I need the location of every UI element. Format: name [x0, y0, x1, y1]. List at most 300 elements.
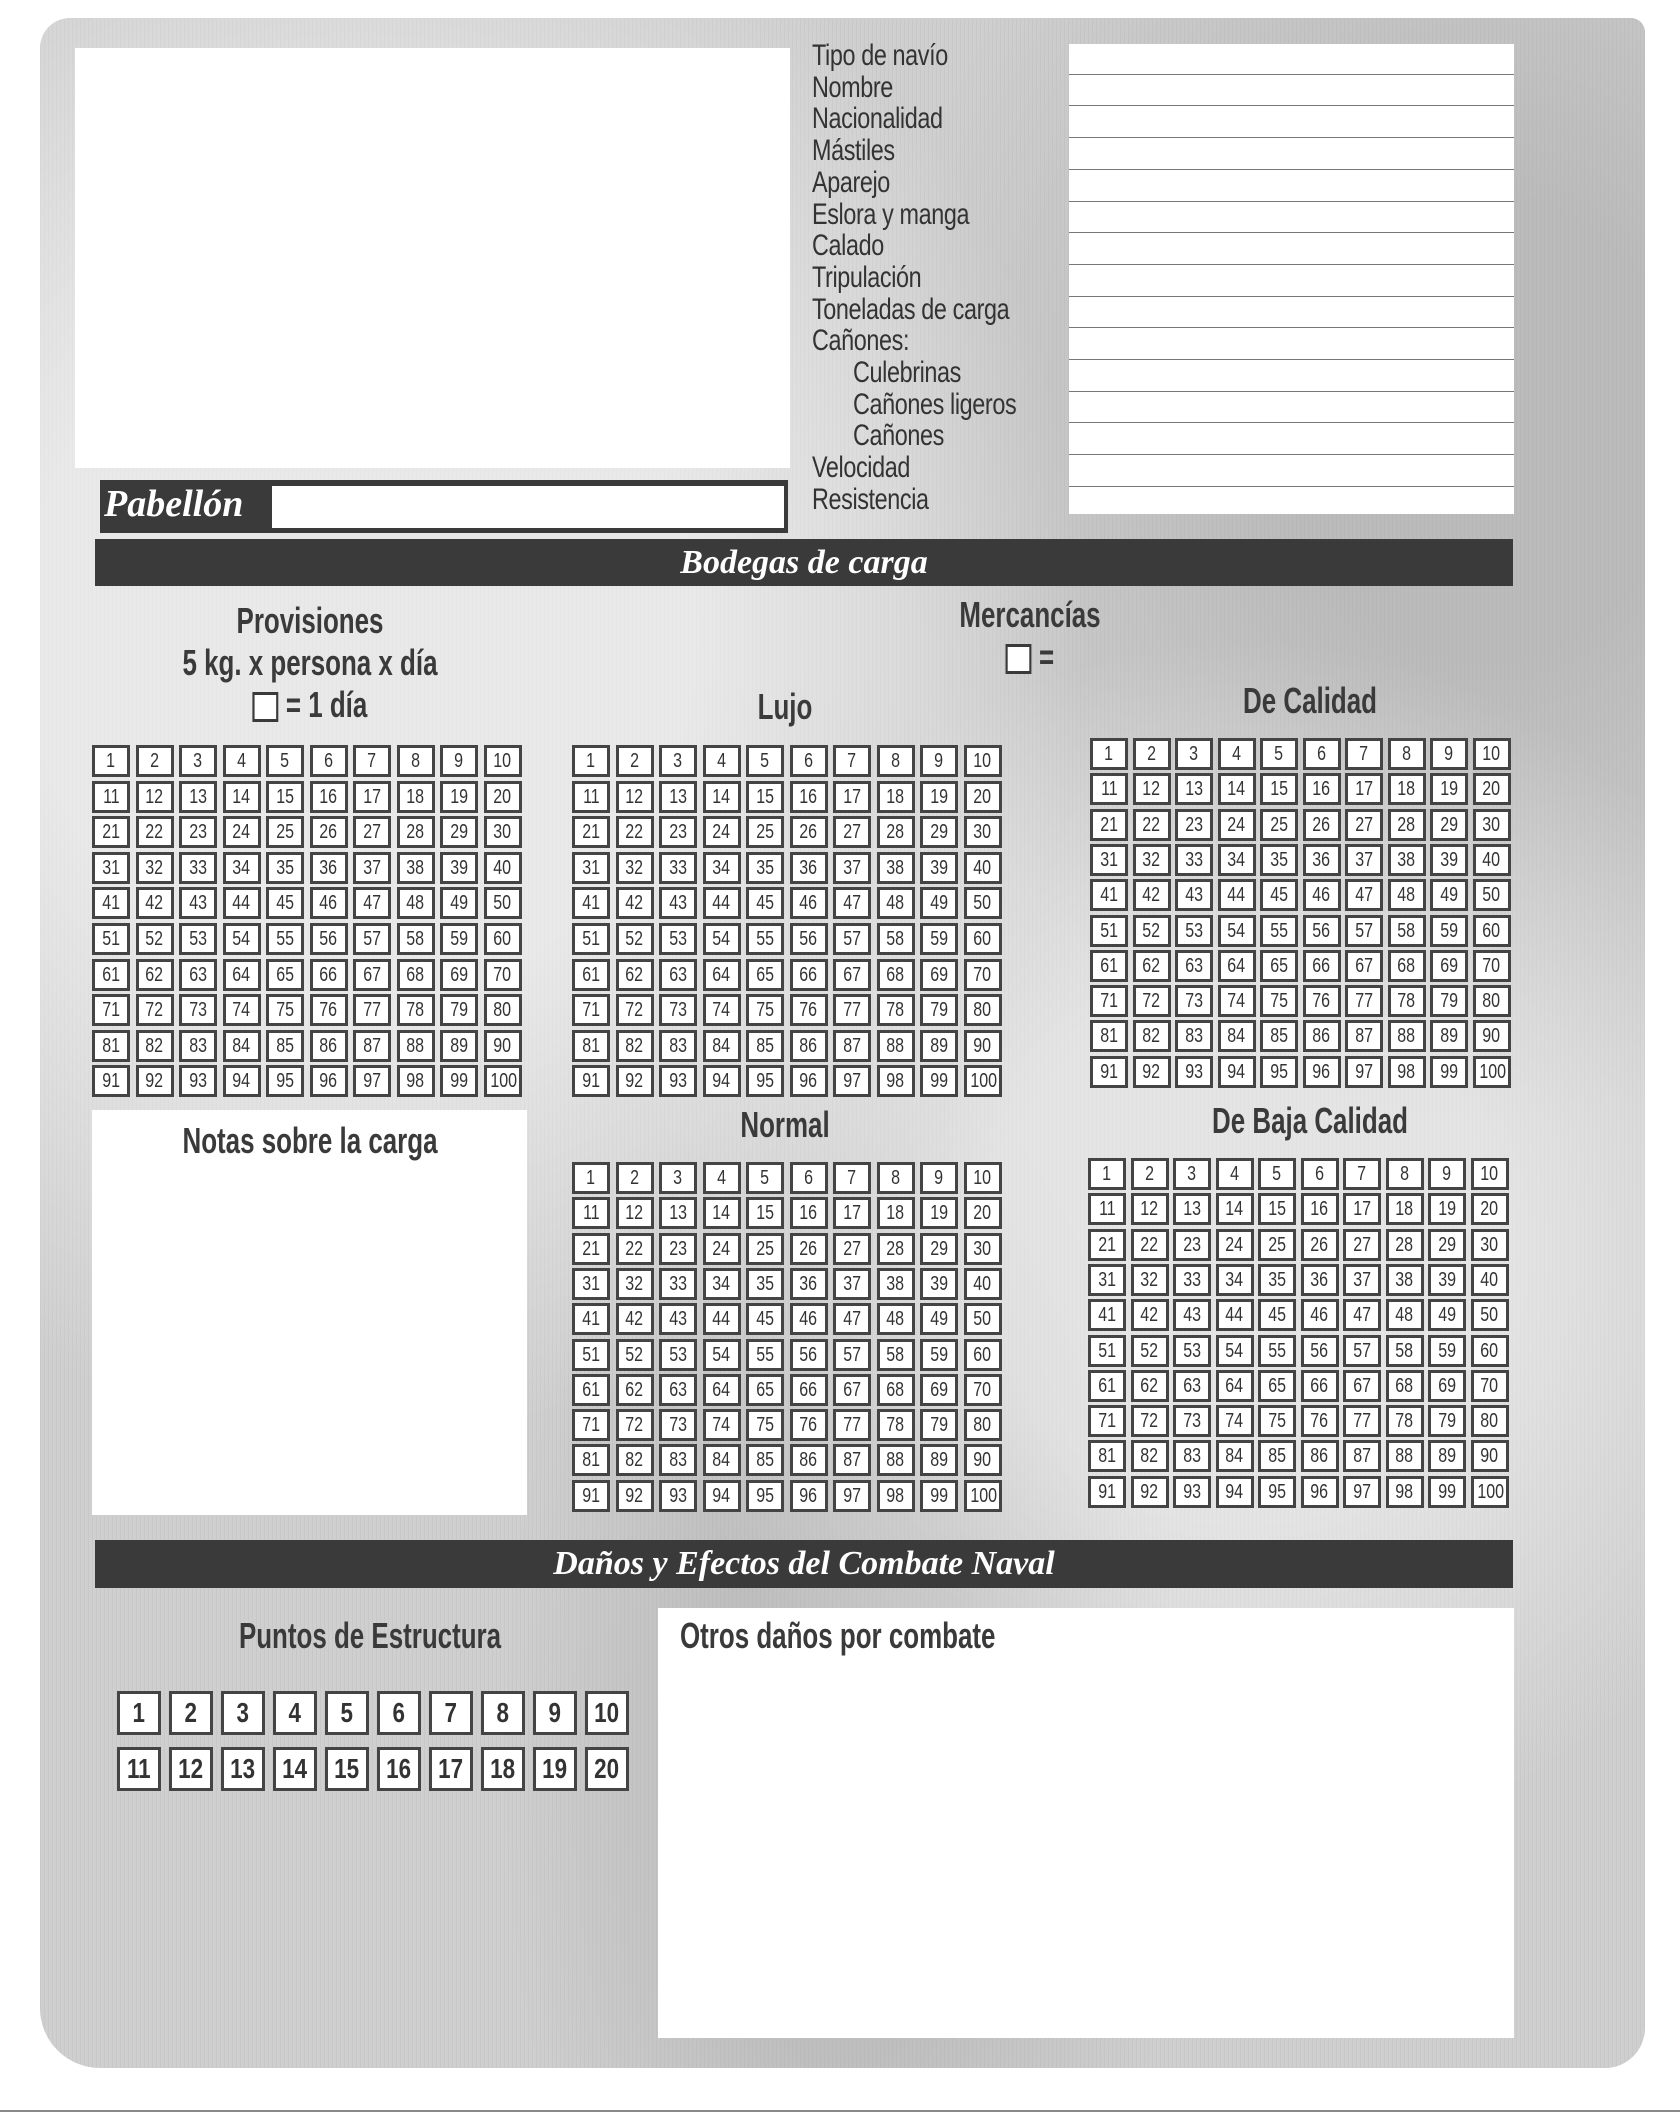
- ship-field-input[interactable]: [1069, 234, 1514, 264]
- checkbox-cell[interactable]: 16: [790, 781, 828, 813]
- checkbox-cell[interactable]: 17: [353, 781, 391, 813]
- checkbox-cell[interactable]: 74: [703, 1409, 741, 1441]
- checkbox-cell[interactable]: 23: [1173, 1229, 1211, 1261]
- checkbox-cell[interactable]: 100: [484, 1065, 522, 1097]
- checkbox-cell[interactable]: 57: [1345, 915, 1383, 947]
- checkbox-cell[interactable]: 11: [117, 1747, 161, 1791]
- checkbox-cell[interactable]: 76: [1303, 985, 1341, 1017]
- checkbox-cell[interactable]: 90: [1473, 1020, 1511, 1052]
- checkbox-cell[interactable]: 8: [877, 1162, 915, 1194]
- checkbox-cell[interactable]: 93: [1175, 1056, 1213, 1088]
- checkbox-cell[interactable]: 26: [790, 1233, 828, 1265]
- checkbox-cell[interactable]: 75: [1260, 985, 1298, 1017]
- checkbox-cell[interactable]: 71: [572, 1409, 610, 1441]
- checkbox-cell[interactable]: 65: [1260, 950, 1298, 982]
- ship-field-input[interactable]: [1069, 107, 1514, 137]
- checkbox-cell[interactable]: 92: [616, 1480, 654, 1512]
- checkbox-cell[interactable]: 53: [1175, 915, 1213, 947]
- checkbox-cell[interactable]: 85: [746, 1444, 784, 1476]
- checkbox-cell[interactable]: 45: [746, 1303, 784, 1335]
- checkbox-cell[interactable]: 28: [1386, 1229, 1424, 1261]
- checkbox-cell[interactable]: 85: [266, 1030, 304, 1062]
- checkbox-cell[interactable]: 35: [746, 852, 784, 884]
- checkbox-cell[interactable]: 19: [1428, 1193, 1466, 1225]
- checkbox-cell[interactable]: 26: [1303, 809, 1341, 841]
- checkbox-cell[interactable]: 56: [310, 923, 348, 955]
- checkbox-cell[interactable]: 23: [659, 816, 697, 848]
- checkbox-cell[interactable]: 81: [1090, 1020, 1128, 1052]
- cargo-notes-area[interactable]: [92, 1110, 527, 1515]
- checkbox-cell[interactable]: 77: [353, 994, 391, 1026]
- checkbox-cell[interactable]: 64: [223, 959, 261, 991]
- checkbox-cell[interactable]: 1: [92, 745, 130, 777]
- checkbox-cell[interactable]: 66: [790, 1374, 828, 1406]
- checkbox-cell[interactable]: 43: [1173, 1299, 1211, 1331]
- checkbox-cell[interactable]: 92: [1133, 1056, 1171, 1088]
- checkbox-cell[interactable]: 69: [440, 959, 478, 991]
- checkbox-cell[interactable]: 2: [616, 1162, 654, 1194]
- checkbox-cell[interactable]: 9: [533, 1691, 577, 1735]
- checkbox-cell[interactable]: 31: [92, 852, 130, 884]
- checkbox-cell[interactable]: 2: [169, 1691, 213, 1735]
- checkbox-cell[interactable]: 27: [1345, 809, 1383, 841]
- checkbox-cell[interactable]: 94: [1216, 1476, 1254, 1508]
- checkbox-cell[interactable]: 28: [397, 816, 435, 848]
- checkbox-cell[interactable]: 18: [397, 781, 435, 813]
- checkbox-cell[interactable]: 3: [221, 1691, 265, 1735]
- checkbox-cell[interactable]: 83: [659, 1444, 697, 1476]
- checkbox-cell[interactable]: 44: [1218, 879, 1256, 911]
- checkbox-cell[interactable]: 71: [1090, 985, 1128, 1017]
- checkbox-cell[interactable]: 18: [877, 781, 915, 813]
- checkbox-cell[interactable]: 84: [1216, 1440, 1254, 1472]
- checkbox-cell[interactable]: 27: [353, 816, 391, 848]
- checkbox-cell[interactable]: 73: [659, 994, 697, 1026]
- checkbox-cell[interactable]: 2: [136, 745, 174, 777]
- checkbox-cell[interactable]: 88: [877, 1030, 915, 1062]
- checkbox-cell[interactable]: 77: [833, 994, 871, 1026]
- checkbox-cell[interactable]: 65: [746, 1374, 784, 1406]
- checkbox-cell[interactable]: 92: [136, 1065, 174, 1097]
- checkbox-cell[interactable]: 18: [1386, 1193, 1424, 1225]
- checkbox-cell[interactable]: 18: [481, 1747, 525, 1791]
- checkbox-cell[interactable]: 90: [964, 1444, 1002, 1476]
- checkbox-cell[interactable]: 14: [703, 1197, 741, 1229]
- checkbox-cell[interactable]: 28: [877, 816, 915, 848]
- checkbox-cell[interactable]: 8: [1386, 1158, 1424, 1190]
- checkbox-cell[interactable]: 37: [833, 1268, 871, 1300]
- checkbox-cell[interactable]: 11: [572, 1197, 610, 1229]
- checkbox-cell[interactable]: 50: [1473, 879, 1511, 911]
- checkbox-cell[interactable]: 48: [397, 887, 435, 919]
- checkbox-cell[interactable]: 98: [397, 1065, 435, 1097]
- checkbox-cell[interactable]: 70: [964, 959, 1002, 991]
- checkbox-cell[interactable]: 94: [1218, 1056, 1256, 1088]
- checkbox-cell[interactable]: 44: [703, 887, 741, 919]
- checkbox-cell[interactable]: 58: [877, 923, 915, 955]
- checkbox-cell[interactable]: 96: [790, 1480, 828, 1512]
- checkbox-cell[interactable]: 75: [1258, 1405, 1296, 1437]
- checkbox-cell[interactable]: 1: [572, 745, 610, 777]
- checkbox-cell[interactable]: 86: [790, 1030, 828, 1062]
- checkbox-cell[interactable]: 30: [1473, 809, 1511, 841]
- checkbox-cell[interactable]: 64: [703, 1374, 741, 1406]
- checkbox-cell[interactable]: 21: [92, 816, 130, 848]
- checkbox-cell[interactable]: 94: [703, 1480, 741, 1512]
- checkbox-cell[interactable]: 15: [266, 781, 304, 813]
- checkbox-cell[interactable]: 10: [964, 745, 1002, 777]
- checkbox-cell[interactable]: 10: [1473, 738, 1511, 770]
- checkbox-cell[interactable]: 15: [1260, 773, 1298, 805]
- checkbox-cell[interactable]: 73: [1173, 1405, 1211, 1437]
- checkbox-cell[interactable]: 1: [117, 1691, 161, 1735]
- checkbox-cell[interactable]: 16: [1301, 1193, 1339, 1225]
- checkbox-cell[interactable]: 89: [1428, 1440, 1466, 1472]
- checkbox-cell[interactable]: 50: [964, 1303, 1002, 1335]
- checkbox-cell[interactable]: 31: [572, 852, 610, 884]
- checkbox-cell[interactable]: 74: [1216, 1405, 1254, 1437]
- checkbox-cell[interactable]: 87: [833, 1444, 871, 1476]
- checkbox-cell[interactable]: 80: [964, 1409, 1002, 1441]
- checkbox-cell[interactable]: 20: [1473, 773, 1511, 805]
- checkbox-cell[interactable]: 51: [92, 923, 130, 955]
- checkbox-cell[interactable]: 16: [1303, 773, 1341, 805]
- checkbox-cell[interactable]: 96: [1303, 1056, 1341, 1088]
- checkbox-cell[interactable]: 98: [877, 1480, 915, 1512]
- checkbox-cell[interactable]: 22: [1133, 809, 1171, 841]
- checkbox-cell[interactable]: 73: [659, 1409, 697, 1441]
- checkbox-cell[interactable]: 96: [1301, 1476, 1339, 1508]
- checkbox-cell[interactable]: 84: [1218, 1020, 1256, 1052]
- checkbox-cell[interactable]: 7: [1345, 738, 1383, 770]
- checkbox-cell[interactable]: 47: [1345, 879, 1383, 911]
- checkbox-cell[interactable]: 67: [833, 959, 871, 991]
- checkbox-cell[interactable]: 31: [1090, 844, 1128, 876]
- checkbox-cell[interactable]: 58: [1386, 1335, 1424, 1367]
- checkbox-cell[interactable]: 95: [746, 1065, 784, 1097]
- checkbox-cell[interactable]: 79: [1430, 985, 1468, 1017]
- checkbox-cell[interactable]: 4: [273, 1691, 317, 1735]
- checkbox-cell[interactable]: 59: [920, 1339, 958, 1371]
- checkbox-cell[interactable]: 53: [1173, 1335, 1211, 1367]
- checkbox-cell[interactable]: 90: [1471, 1440, 1509, 1472]
- checkbox-cell[interactable]: 33: [659, 1268, 697, 1300]
- checkbox-cell[interactable]: 87: [1343, 1440, 1381, 1472]
- checkbox-cell[interactable]: 36: [790, 852, 828, 884]
- checkbox-cell[interactable]: 84: [703, 1030, 741, 1062]
- checkbox-cell[interactable]: 26: [1301, 1229, 1339, 1261]
- checkbox-cell[interactable]: 100: [1471, 1476, 1509, 1508]
- checkbox-cell[interactable]: 69: [1430, 950, 1468, 982]
- checkbox-cell[interactable]: 100: [1473, 1056, 1511, 1088]
- checkbox-cell[interactable]: 41: [1090, 879, 1128, 911]
- checkbox-cell[interactable]: 85: [1258, 1440, 1296, 1472]
- checkbox-cell[interactable]: 95: [266, 1065, 304, 1097]
- checkbox-cell[interactable]: 11: [572, 781, 610, 813]
- checkbox-cell[interactable]: 86: [1301, 1440, 1339, 1472]
- checkbox-cell[interactable]: 10: [964, 1162, 1002, 1194]
- checkbox-cell[interactable]: 79: [920, 1409, 958, 1441]
- checkbox-cell[interactable]: 28: [1388, 809, 1426, 841]
- checkbox-cell[interactable]: 32: [616, 1268, 654, 1300]
- checkbox-cell[interactable]: 64: [1218, 950, 1256, 982]
- checkbox-cell[interactable]: 3: [179, 745, 217, 777]
- checkbox-cell[interactable]: 91: [92, 1065, 130, 1097]
- checkbox-cell[interactable]: 55: [266, 923, 304, 955]
- checkbox-cell[interactable]: 80: [1471, 1405, 1509, 1437]
- checkbox-cell[interactable]: 11: [92, 781, 130, 813]
- checkbox-cell[interactable]: 17: [429, 1747, 473, 1791]
- checkbox-cell[interactable]: 18: [1388, 773, 1426, 805]
- checkbox-cell[interactable]: 70: [964, 1374, 1002, 1406]
- checkbox-cell[interactable]: 87: [353, 1030, 391, 1062]
- checkbox-cell[interactable]: 42: [1133, 879, 1171, 911]
- checkbox-cell[interactable]: 82: [1133, 1020, 1171, 1052]
- checkbox-cell[interactable]: 44: [1216, 1299, 1254, 1331]
- checkbox-cell[interactable]: 35: [746, 1268, 784, 1300]
- checkbox-cell[interactable]: 32: [1131, 1264, 1169, 1296]
- checkbox-cell[interactable]: 35: [266, 852, 304, 884]
- checkbox-cell[interactable]: 68: [1386, 1370, 1424, 1402]
- checkbox-cell[interactable]: 7: [833, 1162, 871, 1194]
- checkbox-cell[interactable]: 27: [833, 1233, 871, 1265]
- checkbox-cell[interactable]: 71: [1088, 1405, 1126, 1437]
- checkbox-cell[interactable]: 57: [1343, 1335, 1381, 1367]
- checkbox-cell[interactable]: 30: [484, 816, 522, 848]
- checkbox-cell[interactable]: 13: [659, 1197, 697, 1229]
- checkbox-cell[interactable]: 56: [1303, 915, 1341, 947]
- checkbox-cell[interactable]: 42: [1131, 1299, 1169, 1331]
- checkbox-cell[interactable]: 12: [169, 1747, 213, 1791]
- checkbox-cell[interactable]: 4: [223, 745, 261, 777]
- checkbox-cell[interactable]: 37: [1343, 1264, 1381, 1296]
- checkbox-cell[interactable]: 73: [1175, 985, 1213, 1017]
- checkbox-cell[interactable]: 83: [179, 1030, 217, 1062]
- checkbox-cell[interactable]: 9: [440, 745, 478, 777]
- checkbox-cell[interactable]: 49: [440, 887, 478, 919]
- checkbox-cell[interactable]: 56: [790, 1339, 828, 1371]
- checkbox-cell[interactable]: 66: [1301, 1370, 1339, 1402]
- checkbox-cell[interactable]: 7: [833, 745, 871, 777]
- checkbox-cell[interactable]: 7: [429, 1691, 473, 1735]
- checkbox-cell[interactable]: 2: [616, 745, 654, 777]
- checkbox-cell[interactable]: 43: [659, 1303, 697, 1335]
- checkbox-cell[interactable]: 78: [877, 994, 915, 1026]
- checkbox-cell[interactable]: 52: [616, 923, 654, 955]
- checkbox-cell[interactable]: 91: [1088, 1476, 1126, 1508]
- checkbox-cell[interactable]: 9: [920, 745, 958, 777]
- checkbox-cell[interactable]: 14: [703, 781, 741, 813]
- checkbox-cell[interactable]: 23: [1175, 809, 1213, 841]
- checkbox-cell[interactable]: 1: [572, 1162, 610, 1194]
- checkbox-cell[interactable]: 22: [616, 816, 654, 848]
- checkbox-cell[interactable]: 93: [659, 1480, 697, 1512]
- checkbox-cell[interactable]: 59: [1428, 1335, 1466, 1367]
- checkbox-cell[interactable]: 70: [1473, 950, 1511, 982]
- checkbox-cell[interactable]: 19: [533, 1747, 577, 1791]
- checkbox-cell[interactable]: 52: [1131, 1335, 1169, 1367]
- checkbox-cell[interactable]: 28: [877, 1233, 915, 1265]
- checkbox-cell[interactable]: 76: [310, 994, 348, 1026]
- checkbox-cell[interactable]: 43: [179, 887, 217, 919]
- checkbox-cell[interactable]: 34: [703, 1268, 741, 1300]
- checkbox-cell[interactable]: 64: [1216, 1370, 1254, 1402]
- checkbox-cell[interactable]: 25: [746, 816, 784, 848]
- checkbox-cell[interactable]: 48: [877, 1303, 915, 1335]
- checkbox-cell[interactable]: 5: [1260, 738, 1298, 770]
- checkbox-cell[interactable]: 67: [1345, 950, 1383, 982]
- checkbox-cell[interactable]: 70: [1471, 1370, 1509, 1402]
- checkbox-cell[interactable]: 94: [223, 1065, 261, 1097]
- checkbox-cell[interactable]: 89: [920, 1444, 958, 1476]
- checkbox-cell[interactable]: 14: [1216, 1193, 1254, 1225]
- checkbox-cell[interactable]: 54: [703, 923, 741, 955]
- checkbox-cell[interactable]: 84: [703, 1444, 741, 1476]
- checkbox-cell[interactable]: 13: [1175, 773, 1213, 805]
- checkbox-cell[interactable]: 23: [659, 1233, 697, 1265]
- checkbox-cell[interactable]: 15: [325, 1747, 369, 1791]
- checkbox-cell[interactable]: 4: [703, 745, 741, 777]
- checkbox-cell[interactable]: 60: [484, 923, 522, 955]
- checkbox-cell[interactable]: 54: [223, 923, 261, 955]
- checkbox-cell[interactable]: 82: [1131, 1440, 1169, 1472]
- checkbox-cell[interactable]: 6: [790, 1162, 828, 1194]
- checkbox-cell[interactable]: 96: [310, 1065, 348, 1097]
- checkbox-cell[interactable]: 34: [703, 852, 741, 884]
- ship-field-input[interactable]: [1069, 266, 1514, 296]
- checkbox-cell[interactable]: 87: [1345, 1020, 1383, 1052]
- checkbox-cell[interactable]: 29: [920, 1233, 958, 1265]
- checkbox-cell[interactable]: 55: [746, 923, 784, 955]
- checkbox-cell[interactable]: 16: [310, 781, 348, 813]
- checkbox-cell[interactable]: 32: [136, 852, 174, 884]
- checkbox-cell[interactable]: 56: [1301, 1335, 1339, 1367]
- checkbox-cell[interactable]: 47: [353, 887, 391, 919]
- checkbox-cell[interactable]: 80: [964, 994, 1002, 1026]
- checkbox-cell[interactable]: 33: [179, 852, 217, 884]
- checkbox-cell[interactable]: 5: [266, 745, 304, 777]
- checkbox-cell[interactable]: 85: [1260, 1020, 1298, 1052]
- checkbox-cell[interactable]: 23: [179, 816, 217, 848]
- checkbox-cell[interactable]: 61: [572, 1374, 610, 1406]
- checkbox-cell[interactable]: 6: [310, 745, 348, 777]
- checkbox-cell[interactable]: 37: [1345, 844, 1383, 876]
- checkbox-cell[interactable]: 61: [92, 959, 130, 991]
- checkbox-cell[interactable]: 60: [964, 923, 1002, 955]
- checkbox-cell[interactable]: 20: [964, 781, 1002, 813]
- checkbox-cell[interactable]: 76: [1301, 1405, 1339, 1437]
- checkbox-cell[interactable]: 53: [659, 1339, 697, 1371]
- checkbox-cell[interactable]: 45: [266, 887, 304, 919]
- checkbox-cell[interactable]: 79: [1428, 1405, 1466, 1437]
- checkbox-cell[interactable]: 97: [353, 1065, 391, 1097]
- checkbox-cell[interactable]: 97: [1343, 1476, 1381, 1508]
- checkbox-cell[interactable]: 24: [703, 1233, 741, 1265]
- checkbox-cell[interactable]: 26: [790, 816, 828, 848]
- checkbox-cell[interactable]: 10: [1471, 1158, 1509, 1190]
- checkbox-cell[interactable]: 66: [790, 959, 828, 991]
- checkbox-cell[interactable]: 32: [1133, 844, 1171, 876]
- checkbox-cell[interactable]: 33: [1173, 1264, 1211, 1296]
- checkbox-cell[interactable]: 59: [440, 923, 478, 955]
- checkbox-cell[interactable]: 98: [877, 1065, 915, 1097]
- checkbox-cell[interactable]: 41: [1088, 1299, 1126, 1331]
- checkbox-cell[interactable]: 26: [310, 816, 348, 848]
- checkbox-cell[interactable]: 22: [1131, 1229, 1169, 1261]
- checkbox-cell[interactable]: 69: [1428, 1370, 1466, 1402]
- flag-input[interactable]: [272, 486, 784, 528]
- checkbox-cell[interactable]: 54: [1218, 915, 1256, 947]
- checkbox-cell[interactable]: 10: [585, 1691, 629, 1735]
- checkbox-cell[interactable]: 29: [920, 816, 958, 848]
- checkbox-cell[interactable]: 24: [703, 816, 741, 848]
- checkbox-cell[interactable]: 14: [273, 1747, 317, 1791]
- checkbox-cell[interactable]: 95: [746, 1480, 784, 1512]
- ship-field-input[interactable]: [1069, 44, 1514, 74]
- checkbox-cell[interactable]: 2: [1133, 738, 1171, 770]
- checkbox-cell[interactable]: 56: [790, 923, 828, 955]
- checkbox-cell[interactable]: 8: [397, 745, 435, 777]
- checkbox-cell[interactable]: 76: [790, 994, 828, 1026]
- checkbox-cell[interactable]: 89: [440, 1030, 478, 1062]
- checkbox-cell[interactable]: 40: [1473, 844, 1511, 876]
- checkbox-cell[interactable]: 95: [1260, 1056, 1298, 1088]
- checkbox-cell[interactable]: 34: [223, 852, 261, 884]
- checkbox-cell[interactable]: 19: [920, 1197, 958, 1229]
- checkbox-cell[interactable]: 25: [266, 816, 304, 848]
- checkbox-cell[interactable]: 74: [1218, 985, 1256, 1017]
- checkbox-cell[interactable]: 58: [397, 923, 435, 955]
- checkbox-cell[interactable]: 21: [1088, 1229, 1126, 1261]
- checkbox-cell[interactable]: 51: [1088, 1335, 1126, 1367]
- checkbox-cell[interactable]: 69: [920, 959, 958, 991]
- checkbox-cell[interactable]: 39: [920, 852, 958, 884]
- checkbox-cell[interactable]: 84: [223, 1030, 261, 1062]
- checkbox-cell[interactable]: 77: [1343, 1405, 1381, 1437]
- checkbox-cell[interactable]: 43: [659, 887, 697, 919]
- checkbox-cell[interactable]: 38: [877, 1268, 915, 1300]
- checkbox-cell[interactable]: 36: [790, 1268, 828, 1300]
- checkbox-cell[interactable]: 5: [746, 1162, 784, 1194]
- checkbox-cell[interactable]: 67: [353, 959, 391, 991]
- checkbox-cell[interactable]: 20: [964, 1197, 1002, 1229]
- checkbox-cell[interactable]: 54: [703, 1339, 741, 1371]
- checkbox-cell[interactable]: 88: [877, 1444, 915, 1476]
- checkbox-cell[interactable]: 2: [1131, 1158, 1169, 1190]
- checkbox-cell[interactable]: 89: [920, 1030, 958, 1062]
- checkbox-cell[interactable]: 51: [1090, 915, 1128, 947]
- checkbox-cell[interactable]: 4: [1218, 738, 1256, 770]
- checkbox-cell[interactable]: 86: [790, 1444, 828, 1476]
- checkbox-cell[interactable]: 88: [1386, 1440, 1424, 1472]
- checkbox-cell[interactable]: 63: [1173, 1370, 1211, 1402]
- checkbox-cell[interactable]: 50: [484, 887, 522, 919]
- checkbox-cell[interactable]: 99: [920, 1065, 958, 1097]
- checkbox-cell[interactable]: 74: [223, 994, 261, 1026]
- checkbox-cell[interactable]: 70: [484, 959, 522, 991]
- checkbox-cell[interactable]: 63: [659, 959, 697, 991]
- checkbox-cell[interactable]: 31: [1088, 1264, 1126, 1296]
- checkbox-cell[interactable]: 61: [1090, 950, 1128, 982]
- checkbox-cell[interactable]: 50: [964, 887, 1002, 919]
- checkbox-cell[interactable]: 37: [833, 852, 871, 884]
- checkbox-cell[interactable]: 72: [1131, 1405, 1169, 1437]
- checkbox-cell[interactable]: 38: [397, 852, 435, 884]
- checkbox-cell[interactable]: 38: [877, 852, 915, 884]
- checkbox-cell[interactable]: 47: [1343, 1299, 1381, 1331]
- checkbox-cell[interactable]: 97: [833, 1480, 871, 1512]
- checkbox-cell[interactable]: 29: [1428, 1229, 1466, 1261]
